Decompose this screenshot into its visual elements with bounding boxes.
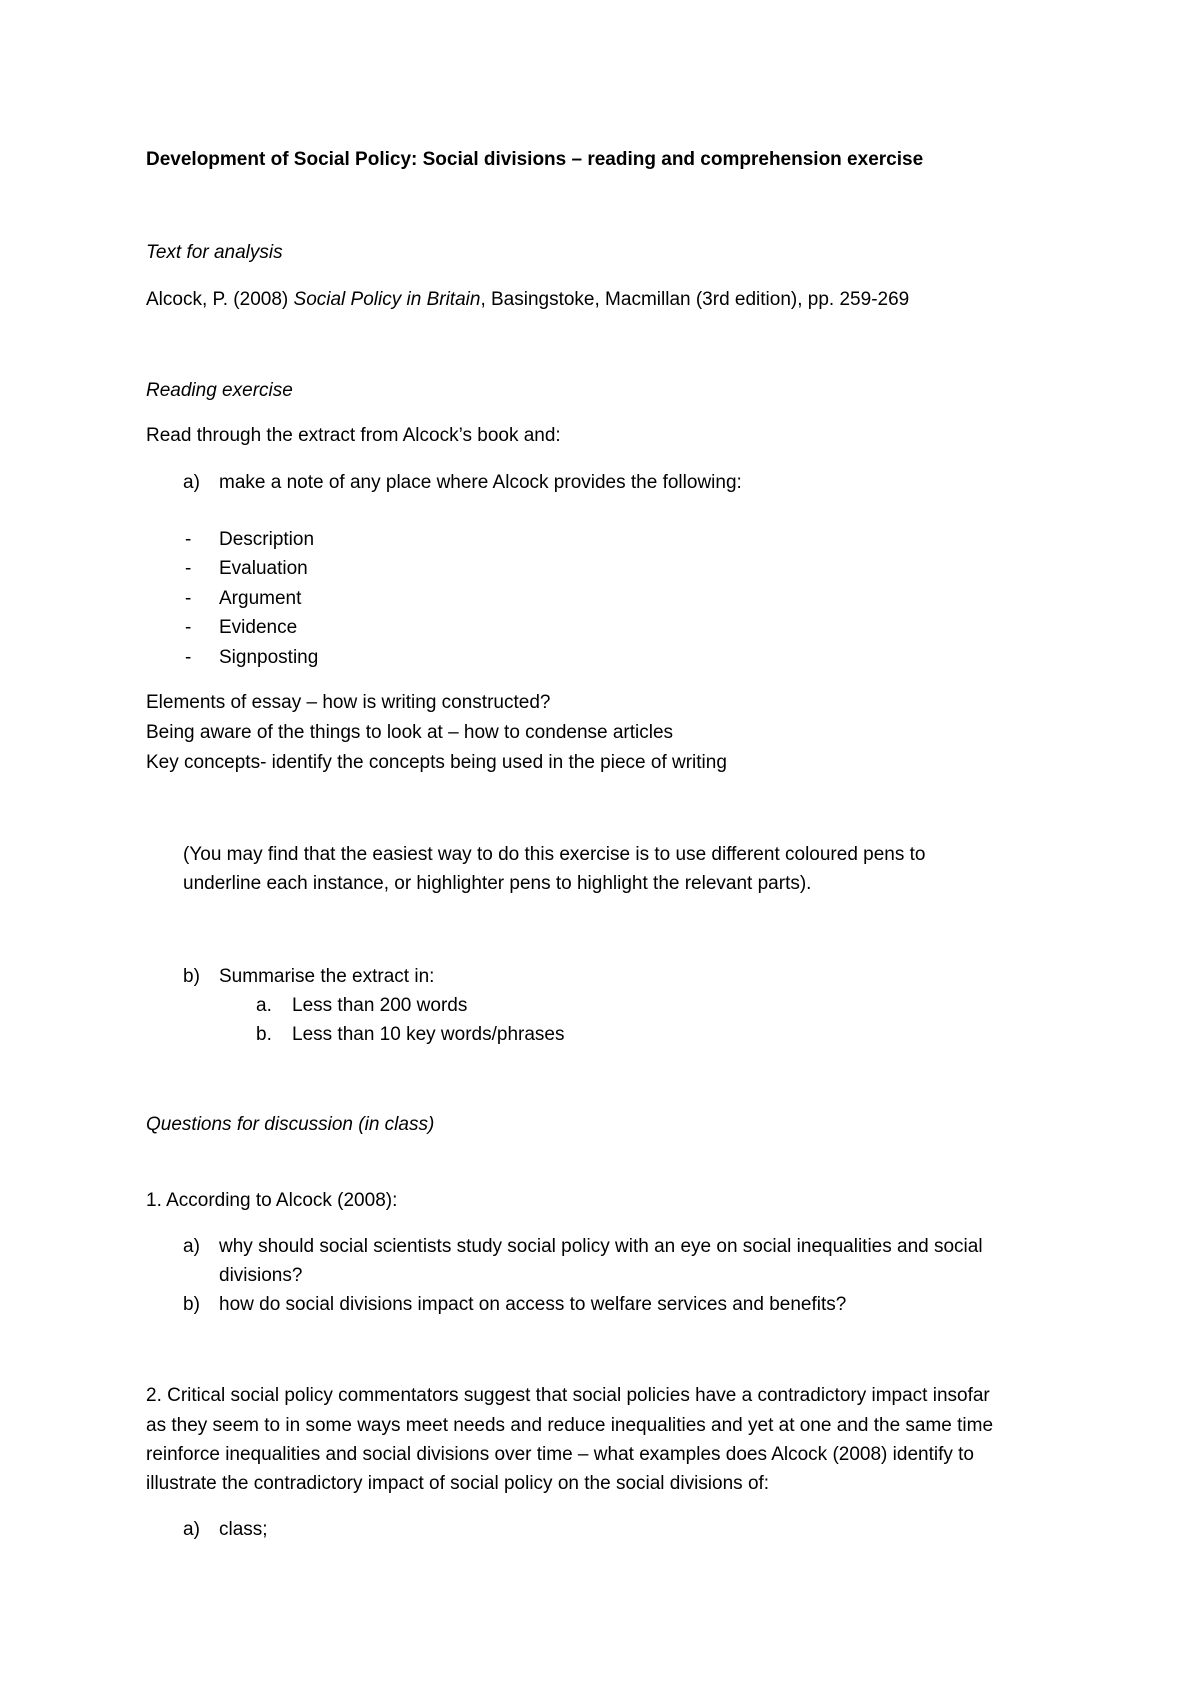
reading-exercise-heading: Reading exercise [146, 380, 293, 401]
tip-line-2: underline each instance, or highlighter pens to highlight the relevant parts). [183, 873, 812, 894]
citation [146, 290, 909, 309]
bullet-marker: - [185, 647, 192, 668]
note-being-aware: Being aware of the things to look at – how to condense articles [146, 722, 674, 743]
text-for-analysis-heading: Text for analysis [146, 242, 283, 263]
question-1b-text: how do social divisions impact on access to welfare services and benefits? [219, 1294, 847, 1315]
citation-publisher: , Basingstoke, Macmillan (3rd edition), pp. 259-269 [480, 289, 910, 310]
note-elements-of-essay: Elements of essay – how is writing constructed? [146, 692, 551, 713]
reading-exercise-intro: Read through the extract from Alcock’s book and: [146, 425, 561, 446]
tip-line-1: (You may find that the easiest way to do this exercise is to use different coloured pens to [183, 844, 926, 865]
document-title: Development of Social Policy: Social divisions – reading and comprehension exercise [146, 149, 924, 170]
question-1a-marker: a) [183, 1236, 200, 1257]
sub-item-a-marker: a. [256, 995, 272, 1016]
item-b-text: Summarise the extract in: [219, 966, 435, 987]
bullet-marker: - [185, 617, 192, 638]
citation-book-title: Social Policy in Britain [293, 289, 481, 310]
question-2-line-4: illustrate the contradictory impact of social policy on the social divisions of: [146, 1473, 770, 1494]
question-1a-line-2: divisions? [219, 1265, 303, 1286]
question-2-line-3: reinforce inequalities and social divisions over time – what examples does Alcock (2008) identify to [146, 1444, 974, 1465]
question-2-line-1: 2. Critical social policy commentators suggest that social policies have a contradictory impact insofar [146, 1385, 990, 1406]
question-2a-marker: a) [183, 1519, 200, 1540]
note-key-concepts: Key concepts- identify the concepts being used in the piece of writing [146, 752, 727, 773]
question-1b-marker: b) [183, 1294, 200, 1315]
sub-item-a-text: Less than 200 words [292, 995, 468, 1016]
item-a-text: make a note of any place where Alcock provides the following: [219, 472, 742, 493]
sub-item-b-marker: b. [256, 1024, 272, 1045]
citation-author: Alcock, P. (2008) [146, 289, 294, 310]
bullet-signposting: Signposting [219, 647, 319, 668]
item-a-marker: a) [183, 472, 200, 493]
bullet-description: Description [219, 529, 315, 550]
question-2a-text: class; [219, 1519, 268, 1540]
question-2-line-2: as they seem to in some ways meet needs and reduce inequalities and yet at one and the same time [146, 1415, 994, 1436]
bullet-marker: - [185, 558, 192, 579]
discussion-heading: Questions for discussion (in class) [146, 1114, 435, 1135]
bullet-evidence: Evidence [219, 617, 298, 638]
sub-item-b-text: Less than 10 key words/phrases [292, 1024, 565, 1045]
bullet-marker: - [185, 529, 192, 550]
bullet-evaluation: Evaluation [219, 558, 308, 579]
item-b-marker: b) [183, 966, 200, 987]
bullet-marker: - [185, 588, 192, 609]
question-1a-line-1: why should social scientists study social policy with an eye on social inequalities and social [219, 1236, 983, 1257]
bullet-argument: Argument [219, 588, 302, 609]
question-1-intro: 1. According to Alcock (2008): [146, 1190, 398, 1211]
